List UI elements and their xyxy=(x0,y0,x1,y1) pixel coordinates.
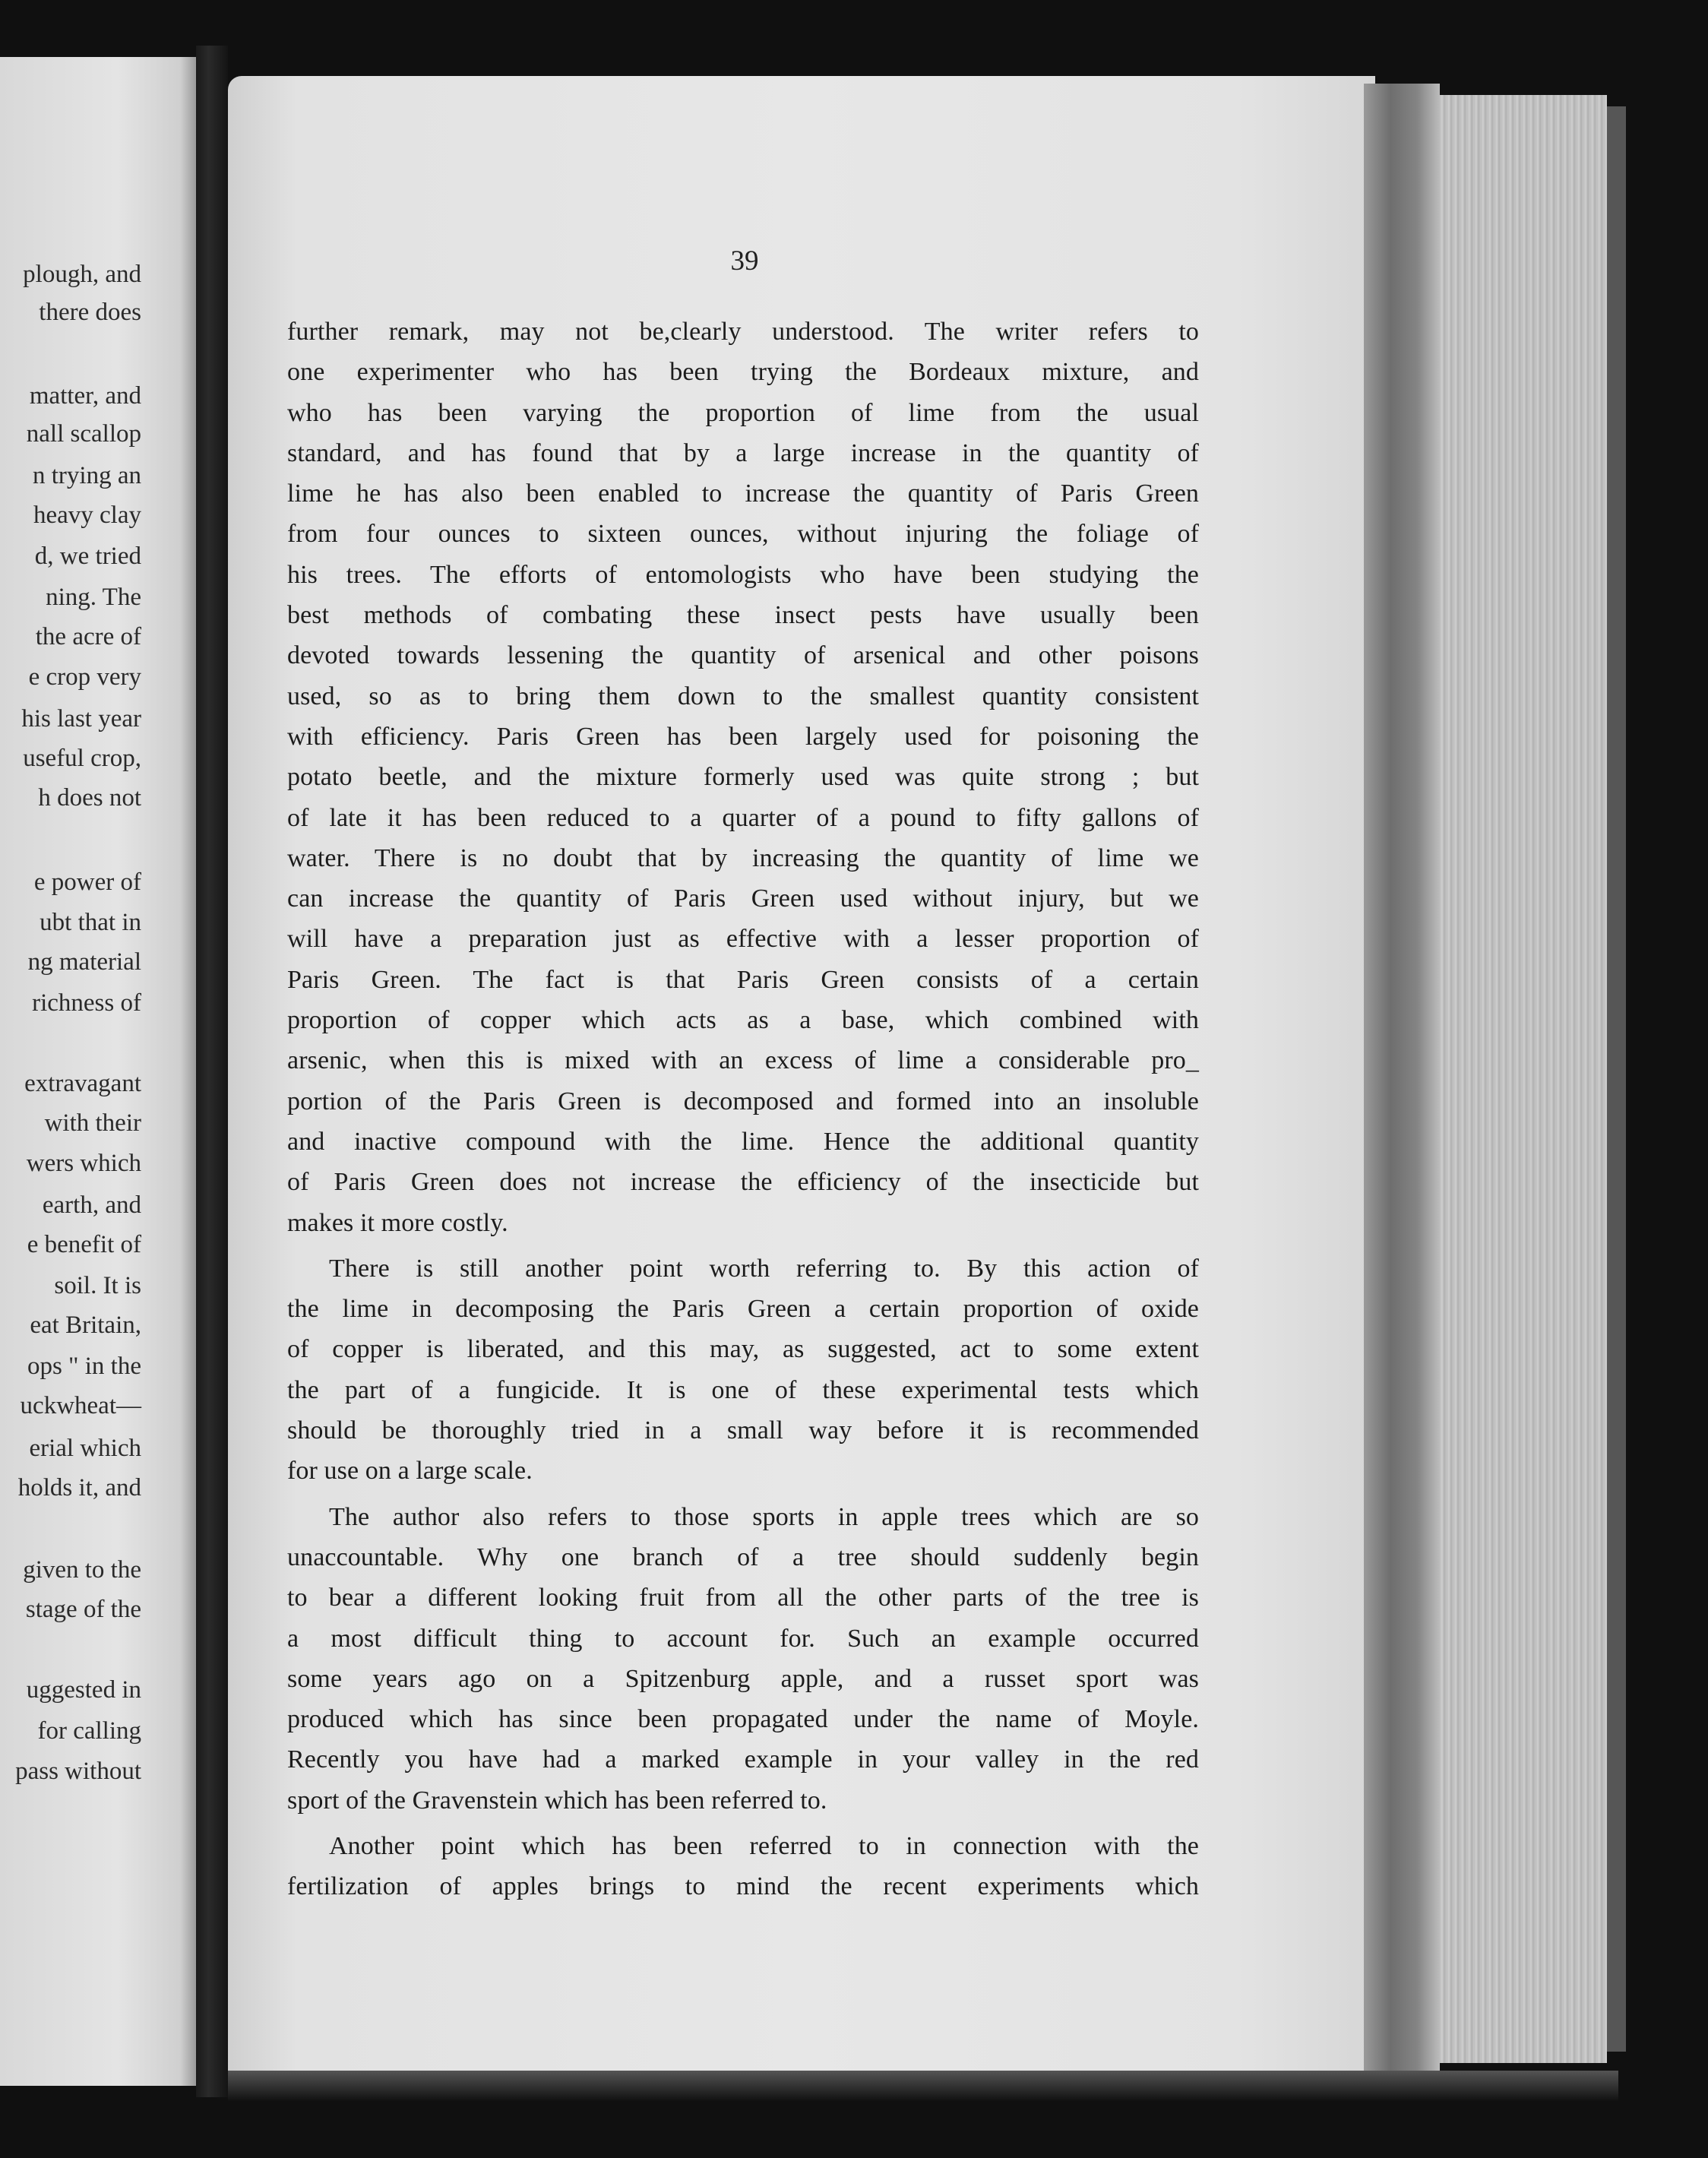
text-line: water. There is no doubt that by increasing the quantity of lime we xyxy=(287,843,1199,872)
text-line: best methods of combating these insect pests have usually been xyxy=(287,601,1199,630)
facing-page-line: there does xyxy=(39,299,141,326)
text-line: will have a preparation just as effective with a lesser proportion of xyxy=(287,925,1199,954)
facing-page-line: ng material xyxy=(27,948,141,976)
text-line: some years ago on a Spitzenburg apple, and a russet sport was xyxy=(287,1664,1199,1693)
text-line: devoted towards lessening the quantity of arsenical and other poisons xyxy=(287,641,1199,670)
text-line: his trees. The efforts of entomologists who have been studying the xyxy=(287,560,1199,589)
text-line: the part of a fungicide. It is one of these experimental tests which xyxy=(287,1375,1199,1404)
text-line: lime he has also been enabled to increase the quantity of Paris Green xyxy=(287,479,1199,508)
facing-page-line: pass without xyxy=(15,1758,141,1785)
text-line: Paris Green. The fact is that Paris Green consists of a certain xyxy=(287,965,1199,994)
book-gutter xyxy=(196,46,228,2097)
facing-page-line: the acre of xyxy=(35,623,141,650)
text-line: of copper is liberated, and this may, as suggested, act to some extent xyxy=(287,1335,1199,1364)
facing-page-line: richness of xyxy=(32,989,141,1017)
text-line: Another point which has been referred to in connection with the xyxy=(329,1831,1199,1860)
facing-page-line: stage of the xyxy=(25,1596,141,1623)
text-line: should be thoroughly tried in a small way before it is recommended xyxy=(287,1416,1199,1445)
facing-page-line: useful crop, xyxy=(23,745,141,772)
facing-page-line: erial which xyxy=(29,1435,141,1462)
text-line: a most difficult thing to account for. Such an example occurred xyxy=(287,1624,1199,1653)
text-line: who has been varying the proportion of lime from the usual xyxy=(287,398,1199,427)
facing-page-line: heavy clay xyxy=(33,502,141,529)
facing-page-line: ubt that in xyxy=(40,909,141,936)
facing-page-line: e benefit of xyxy=(27,1231,141,1258)
facing-page-line: ning. The xyxy=(46,584,141,611)
facing-page-line: ops " in the xyxy=(27,1353,141,1380)
text-line: can increase the quantity of Paris Green used without injury, but we xyxy=(287,884,1199,913)
facing-page-line: with their xyxy=(44,1109,141,1137)
text-line: one experimenter who has been trying the Bordeaux mixture, and xyxy=(287,358,1199,387)
page-edge-stack xyxy=(1364,84,1440,2074)
text-line: The author also refers to those sports in apple trees which are so xyxy=(329,1502,1199,1531)
text-line: unaccountable. Why one branch of a tree should suddenly begin xyxy=(287,1543,1199,1571)
facing-page-line: eat Britain, xyxy=(30,1312,141,1339)
text-line: the lime in decomposing the Paris Green a certain proportion of oxide xyxy=(287,1295,1199,1324)
text-line: used, so as to bring them down to the smallest quantity consistent xyxy=(287,682,1199,710)
text-line: of late it has been reduced to a quarter of a pound to fifty gallons of xyxy=(287,803,1199,832)
page-edge-stack-outer xyxy=(1440,95,1607,2063)
facing-page-line: for calling xyxy=(37,1717,141,1745)
facing-page-line: d, we tried xyxy=(34,543,141,570)
text-line: to bear a different looking fruit from all the other parts of the tree is xyxy=(287,1584,1199,1612)
page-edge-shadow xyxy=(1607,106,1626,2052)
facing-page-line: wers which xyxy=(26,1150,141,1177)
bottom-shadow xyxy=(228,2071,1618,2101)
paragraph-gap xyxy=(287,1492,1199,1497)
text-line: of Paris Green does not increase the efficiency of the insecticide but xyxy=(287,1168,1199,1197)
text-line: portion of the Paris Green is decomposed and formed into an insoluble xyxy=(287,1087,1199,1115)
facing-page-line: soil. It is xyxy=(54,1272,141,1299)
text-line: for use on a large scale. xyxy=(287,1457,533,1486)
facing-page-line: e power of xyxy=(33,869,141,896)
text-line: from four ounces to sixteen ounces, without injuring the foliage of xyxy=(287,520,1199,549)
facing-page-line: given to the xyxy=(23,1556,141,1584)
text-line: standard, and has found that by a large increase in the quantity of xyxy=(287,438,1199,467)
text-line: with efficiency. Paris Green has been largely used for poisoning the xyxy=(287,722,1199,751)
text-line: fertilization of apples brings to mind the recent experiments which xyxy=(287,1872,1199,1901)
text-line: proportion of copper which acts as a base, which combined with xyxy=(287,1006,1199,1035)
text-line: potato beetle, and the mixture formerly used was quite strong ; but xyxy=(287,763,1199,792)
facing-page-fragment xyxy=(0,57,196,2086)
facing-page-line: nall scallop xyxy=(26,420,141,448)
text-line: arsenic, when this is mixed with an excess of lime a considerable pro_ xyxy=(287,1046,1199,1075)
text-line: Recently you have had a marked example in your valley in the red xyxy=(287,1745,1199,1774)
text-line: further remark, may not be,clearly understood. The writer refers to xyxy=(287,318,1199,346)
facing-page-line: his last year xyxy=(21,705,141,733)
facing-page-line: plough, and xyxy=(23,261,141,288)
paragraph-gap xyxy=(287,1243,1199,1248)
page-body-text xyxy=(287,312,1199,1907)
paragraph-gap xyxy=(287,1821,1199,1826)
facing-page-line: n trying an xyxy=(33,462,141,489)
facing-page-line: earth, and xyxy=(42,1191,141,1219)
text-line: and inactive compound with the lime. Hence the additional quantity xyxy=(287,1127,1199,1156)
facing-page-line: uckwheat— xyxy=(20,1392,141,1419)
text-line: sport of the Gravenstein which has been referred to. xyxy=(287,1786,827,1815)
text-line: makes it more costly. xyxy=(287,1208,508,1237)
text-line: produced which has since been propagated under the name of Moyle. xyxy=(287,1705,1199,1734)
facing-page-line: h does not xyxy=(38,784,141,812)
text-line: There is still another point worth referring to. By this action of xyxy=(329,1254,1199,1283)
facing-page-line: e crop very xyxy=(28,663,141,691)
facing-page-line: holds it, and xyxy=(17,1474,141,1501)
facing-page-line: extravagant xyxy=(24,1070,141,1097)
facing-page-line: matter, and xyxy=(29,382,141,410)
page-number: 39 xyxy=(730,245,759,277)
facing-page-line: uggested in xyxy=(26,1676,141,1704)
